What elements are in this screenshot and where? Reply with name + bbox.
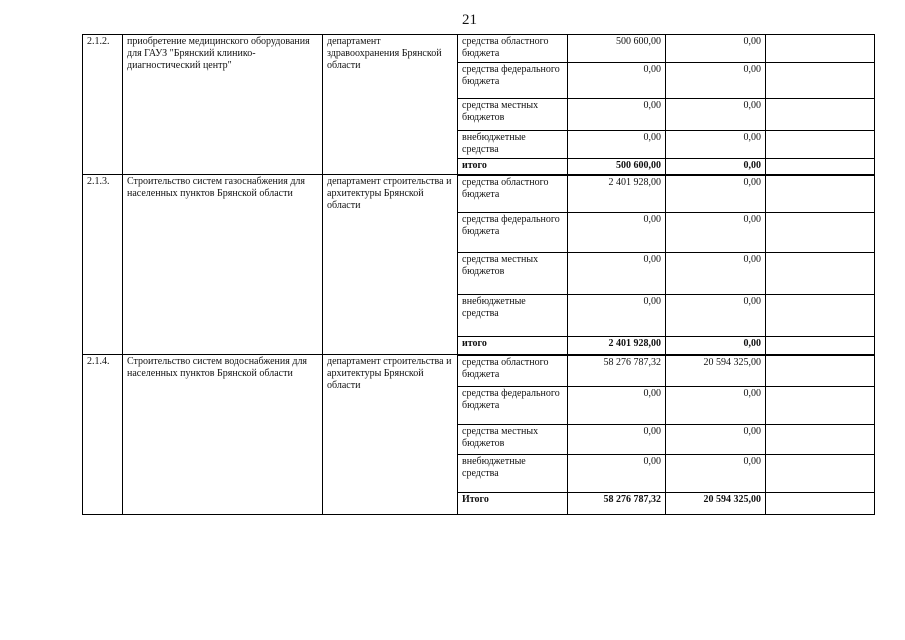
amount-2: 0,00 [666, 99, 766, 131]
empty-cell [766, 355, 875, 387]
amount-1: 0,00 [568, 131, 666, 159]
amount-2: 0,00 [666, 387, 766, 425]
amount-2: 0,00 [666, 295, 766, 337]
funding-source: Итого [458, 493, 568, 515]
amount-1: 2 401 928,00 [568, 175, 666, 213]
table-body [83, 35, 875, 515]
empty-cell [766, 131, 875, 159]
amount-2: 20 594 325,00 [666, 493, 766, 515]
amount-2: 0,00 [666, 253, 766, 295]
funding-source: средства местных бюджетов [458, 253, 568, 295]
funding-source: средства федерального бюджета [458, 387, 568, 425]
item-executor: департамент здравоохранения Брянской области [323, 35, 458, 175]
item-code: 2.1.3. [83, 175, 123, 355]
amount-2: 0,00 [666, 175, 766, 213]
amount-1: 0,00 [568, 213, 666, 253]
empty-cell [766, 35, 875, 63]
empty-cell [766, 455, 875, 493]
amount-1: 58 276 787,32 [568, 493, 666, 515]
funding-source: средства федерального бюджета [458, 63, 568, 99]
item-name: Строительство систем водоснабжения для населенных пунктов Брянской области [123, 355, 323, 515]
amount-2: 0,00 [666, 455, 766, 493]
item-name: приобретение медицинского оборудования для ГАУЗ "Брянский клинико-диагностический центр" [123, 35, 323, 175]
empty-cell [766, 253, 875, 295]
amount-1: 500 600,00 [568, 35, 666, 63]
item-executor: департамент строительства и архитектуры Брянской области [323, 175, 458, 355]
empty-cell [766, 175, 875, 213]
funding-source: итого [458, 337, 568, 355]
amount-1: 500 600,00 [568, 159, 666, 175]
amount-1: 0,00 [568, 253, 666, 295]
empty-cell [766, 337, 875, 355]
empty-cell [766, 425, 875, 455]
funding-source: средства областного бюджета [458, 35, 568, 63]
amount-2: 20 594 325,00 [666, 355, 766, 387]
amount-2: 0,00 [666, 159, 766, 175]
empty-cell [766, 213, 875, 253]
amount-1: 0,00 [568, 455, 666, 493]
funding-source: внебюджетные средства [458, 295, 568, 337]
funding-source: средства местных бюджетов [458, 425, 568, 455]
amount-1: 0,00 [568, 99, 666, 131]
amount-1: 58 276 787,32 [568, 355, 666, 387]
funding-source: внебюджетные средства [458, 131, 568, 159]
amount-2: 0,00 [666, 213, 766, 253]
funding-source: итого [458, 159, 568, 175]
empty-cell [766, 493, 875, 515]
empty-cell [766, 159, 875, 175]
amount-2: 0,00 [666, 131, 766, 159]
amount-2: 0,00 [666, 63, 766, 99]
table-row [83, 35, 875, 63]
funding-source: средства местных бюджетов [458, 99, 568, 131]
budget-table [82, 34, 875, 515]
amount-1: 0,00 [568, 387, 666, 425]
funding-source: средства областного бюджета [458, 355, 568, 387]
table-row [83, 355, 875, 387]
funding-source: внебюджетные средства [458, 455, 568, 493]
amount-1: 0,00 [568, 425, 666, 455]
empty-cell [766, 99, 875, 131]
amount-1: 0,00 [568, 63, 666, 99]
amount-2: 0,00 [666, 35, 766, 63]
table-row [83, 175, 875, 213]
amount-1: 0,00 [568, 295, 666, 337]
amount-2: 0,00 [666, 425, 766, 455]
empty-cell [766, 295, 875, 337]
item-code: 2.1.2. [83, 35, 123, 175]
item-executor: департамент строительства и архитектуры Брянской области [323, 355, 458, 515]
funding-source: средства федерального бюджета [458, 213, 568, 253]
amount-2: 0,00 [666, 337, 766, 355]
amount-1: 2 401 928,00 [568, 337, 666, 355]
empty-cell [766, 63, 875, 99]
empty-cell [766, 387, 875, 425]
page-number: 21 [462, 12, 477, 28]
item-code: 2.1.4. [83, 355, 123, 515]
item-name: Строительство систем газоснабжения для населенных пунктов Брянской области [123, 175, 323, 355]
funding-source: средства областного бюджета [458, 175, 568, 213]
